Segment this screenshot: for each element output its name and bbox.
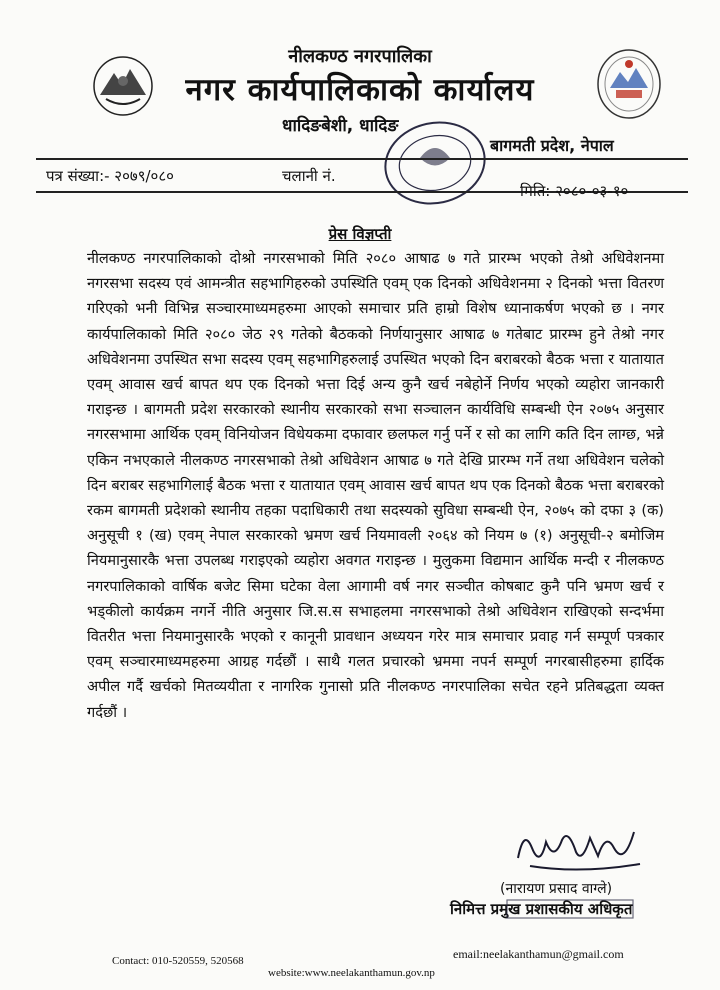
office-stamp-icon (380, 118, 490, 212)
dispatch-number: चलानी नं. (282, 167, 336, 185)
footer-contact: Contact: 010-520559, 520568 (112, 955, 244, 967)
press-release-body: नीलकण्ठ नगरपालिकाको दोश्रो नगरसभाको मिति २०८० आषाढ ७ गते प्रारम्भ भएको तेश्रो अधिवेशनमा नगरसभा सदस्य एवं आमन्त्रीत सहभागिहरुको उपस्थिति एवम् एक दिनको अधिवेशनमा २ दिनको भत्ता वितरण गरिएको भनी विभिन्न सञ्चारमाध्यमहरुमा आएको समाचार प्रति हाम्रो विशेष ध्यानाकर्षण भएको छ । नगर कार्यपालिकाको मिति २०८० जेठ २९ गतेको बैठकको निर्णयानुसार आषाढ ७ गतेबाट प्रारम्भ हुने तेश्रो नगर अधिवेशनमा उपस्थित सभा सदस्य एवम् सहभागिहरुलाई उपस्थित भएको दिन बराबरको बैठक भत्ता र यातायात एवम् आवास खर्च बापत थप एक दिनको भत्ता दिई अन्य कुनै खर्च नबेहोर्ने निर्णय भएको व्यहोरा जानकारी गराइन्छ । बागमती प्रदेश सरकारको स्थानीय सरकारको सभा सञ्चालन कार्यविधि सम्बन्धी ऐन २०७५ अनुसार नगरसभामा आर्थिक एवम् विनियोजन विधेयकमा दफावार छलफल गर्नु पर्ने र सो का लागि कति दिन लाग्छ, भन्ने एकिन नभएकाले नीलकण्ठ नगरसभाको तेश्रो अधिवेशन आषाढ ७ गते देखि प्रारम्भ गर्ने तथा अधिवेशन चलेको दिन बराबर सहभागिलाई बैठक भत्ता र यातायात एवम् आवास खर्च बापत थप एक दिनको बैठक भत्ता बराबरको रकम बागमती प्रदेशको स्थानीय तहका पदाधिकारी तथा सदस्यको सुविधा सम्बन्धी ऐन, २०७५ को दफा ३ (क) अनुसूची १ (ख) एवम् नेपाल सरकारको भ्रमण खर्च नियमावली २०६४ को नियम ७ (१) अनुसूची-२ बमोजिम नियमानुसारकै भत्ता उपलब्ध गराइएको व्यहोरा अवगत गराइन्छ । मुलुकमा विद्यमान आर्थिक मन्दी र नीलकण्ठ नगरपालिकाको वार्षिक बजेट सिमा घटेका वेला आगामी वर्ष नगर सञ्चीत कोषबाट कुनै पनि भ्रमण खर्च र भड्कीलो कार्यक्रम नगर्ने नीति अनुसार जि.स.स सभाहलमा नगरसभाको तेश्रो अधिवेशन राखिएको सन्दर्भमा वितरीत भत्ता नियमानुसारकै भएको र कानूनी प्रावधान अध्ययन गरेर मात्र समाचार प्रवाह गर्न सम्पूर्ण पत्रकार एवम् सञ्चारमाध्यमहरुमा आग्रह गर्दछौं । साथै गलत प्रचारको भ्रममा नपर्न सम्पूर्ण नगरबासीहरुमा हार्दिक अपील गर्दै खर्चको मितव्ययीता र नागरिक गुनासो प्रति नीलकण्ठ नगरपालिका सचेत रहने प्रतिबद्धता व्यक्त गर्दछौं । (87, 250, 664, 721)
footer-website: website:www.neelakanthamun.gov.np (268, 967, 435, 979)
press-release-heading: प्रेस विज्ञप्ती (328, 225, 392, 243)
reference-number: पत्र संख्या:- २०७९/०८० (46, 167, 174, 185)
office-address: धादिङबेशी, धादिङ (282, 116, 399, 136)
footer-email: email:neelakanthamun@gmail.com (453, 947, 624, 961)
signature-icon (510, 818, 650, 882)
officer-stamp-icon (505, 898, 635, 924)
municipality-name: नीलकण्ठ नगरपालिका (288, 46, 432, 67)
header-rule-top (36, 158, 688, 160)
office-title: नगर कार्यपालिकाको कार्यालय (185, 72, 535, 108)
letter-date: मिति: २०८०-०३-१० (520, 182, 629, 200)
signatory-name: (नारायण प्रसाद वाग्ले) (500, 881, 613, 897)
province-name: बागमती प्रदेश, नेपाल (490, 136, 614, 155)
signatory-title: निमित्त प्रमुख प्रशासकीय अधिकृत (450, 900, 633, 918)
